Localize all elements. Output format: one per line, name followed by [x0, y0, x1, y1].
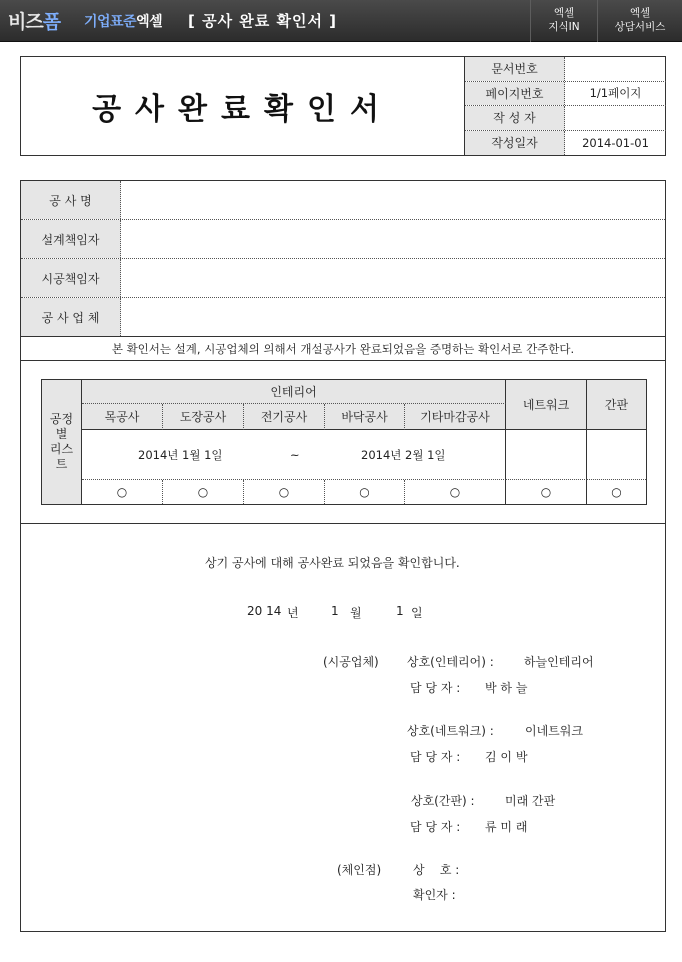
confirm-date-month: 1 [331, 604, 339, 618]
process-side-label-4: 트 [55, 457, 68, 471]
contractor1-name: 하늘인테리어 [524, 655, 594, 669]
meta-label: 문서번호 [465, 57, 565, 81]
process-side-label-3: 리스 [49, 442, 74, 456]
contractor-label: (시공업체) [323, 655, 379, 669]
confirm-statement: 상기 공사에 대해 공사완료 되었음을 확인합니다. [205, 556, 460, 570]
interior-header: 인테리어 [82, 380, 506, 404]
title-box [20, 56, 666, 156]
meta-value[interactable] [565, 57, 666, 81]
subheader-electrical: 전기공사 [244, 404, 325, 430]
brand-subtitle-white: 엑셀 [136, 14, 163, 30]
contractor3-name: 미래 간판 [505, 794, 556, 808]
excel-knowledge-line2: 지식IN [548, 21, 580, 33]
meta-value[interactable] [565, 106, 666, 130]
subheader-carpentry: 목공사 [82, 404, 163, 430]
mark-carpentry[interactable]: ○ [82, 480, 163, 504]
document-title: 공사완료확인서 [92, 92, 393, 127]
info-row-design-manager [21, 220, 665, 259]
brand-logo-left: 비즈 [8, 11, 43, 33]
mark-sign[interactable]: ○ [611, 485, 622, 499]
contractor3-person-label: 담 당 자 : [410, 820, 461, 834]
process-side-label-1: 공정 [49, 412, 74, 426]
confirm-date-year-unit: 년 [287, 606, 299, 620]
info-row-construction-manager [21, 259, 665, 298]
excel-consult-button[interactable] [597, 0, 682, 42]
confirm-date-year: 20 14 [247, 604, 282, 618]
period-end: 2014년 2월 1일 [361, 447, 446, 462]
contractor2-person-label: 담 당 자 : [410, 750, 461, 764]
info-value[interactable] [121, 220, 665, 258]
contractor2-name-label: 상호(네트워크) : [407, 724, 494, 738]
brand-subtitle [84, 11, 162, 31]
excel-knowledge-button[interactable] [530, 0, 597, 42]
subheader-flooring: 바닥공사 [325, 404, 405, 430]
brand-logo-right: 폼 [42, 11, 61, 33]
brand-subtitle-blue: 기업표준 [84, 14, 137, 30]
meta-row-date [465, 131, 666, 156]
period-cell[interactable] [82, 430, 506, 480]
top-bar [0, 0, 682, 42]
mark-painting[interactable]: ○ [163, 480, 244, 504]
mark-network[interactable]: ○ [506, 480, 587, 504]
excel-consult-line2: 상담서비스 [614, 21, 666, 33]
section-divider [21, 523, 665, 524]
sign-period-cell[interactable] [587, 430, 646, 480]
confirmer-name-label: 상 호 : [413, 863, 460, 877]
meta-table [464, 57, 665, 155]
meta-value[interactable]: 1/1페이지 [589, 86, 642, 101]
info-value[interactable] [121, 298, 665, 336]
meta-label: 페이지번호 [465, 82, 565, 106]
info-value[interactable] [121, 181, 665, 219]
contractor1-person-label: 담 당 자 : [410, 681, 461, 695]
info-row-contractor [21, 298, 665, 336]
meta-label: 작 성 자 [465, 106, 565, 130]
contractor1-person: 박 하 늘 [485, 681, 528, 695]
subheader-painting: 도장공사 [163, 404, 244, 430]
confirmer-label: (체인점) [337, 863, 382, 877]
sign-header: 간판 [587, 380, 646, 430]
info-value[interactable] [121, 259, 665, 297]
process-side-label-2: 별 [55, 427, 68, 441]
confirm-date-day-unit: 일 [411, 606, 423, 620]
info-row-project-name [21, 181, 665, 220]
period-start: 2014년 1월 1일 [138, 447, 223, 462]
confirm-date-month-unit: 월 [350, 606, 362, 620]
contractor3-person: 류 미 래 [485, 820, 528, 834]
meta-value[interactable]: 2014-01-01 [582, 135, 649, 150]
excel-consult-line1: 엑셀 [629, 7, 651, 19]
main-box [20, 180, 666, 932]
excel-knowledge-line1: 엑셀 [553, 7, 575, 19]
info-label: 공 사 업 체 [21, 298, 121, 336]
process-side-label [42, 380, 82, 504]
info-label: 공 사 명 [21, 181, 121, 219]
contractor2-name: 이네트워크 [525, 724, 583, 738]
meta-row-author [465, 106, 666, 131]
document-tag: [ 공사 완료 확인서 ] [188, 12, 338, 30]
info-label: 설계책임자 [21, 220, 121, 258]
confirm-date-day: 1 [396, 604, 404, 618]
mark-electrical[interactable]: ○ [244, 480, 325, 504]
subheader-finishing: 기타마감공사 [405, 404, 506, 430]
contractor2-person: 김 이 박 [485, 750, 528, 764]
network-period-cell[interactable] [506, 430, 587, 480]
meta-row-page-number [465, 82, 666, 107]
process-checklist [41, 379, 647, 505]
meta-label: 작성일자 [465, 131, 565, 156]
network-header: 네트워크 [506, 380, 587, 430]
confirmer-person-label: 확인자 : [413, 888, 456, 902]
contractor1-name-label: 상호(인테리어) : [407, 655, 494, 669]
period-separator: ~ [290, 447, 300, 462]
mark-finishing[interactable]: ○ [405, 480, 506, 504]
contractor3-name-label: 상호(간판) : [411, 794, 475, 808]
info-label: 시공책임자 [21, 259, 121, 297]
mark-flooring[interactable]: ○ [325, 480, 405, 504]
notice-text: 본 확인서는 설계, 시공업체의 의해서 개설공사가 완료되었음을 증명하는 확인서로 간주한다. [21, 336, 665, 361]
brand-logo[interactable] [8, 7, 60, 34]
meta-row-doc-number [465, 57, 666, 82]
